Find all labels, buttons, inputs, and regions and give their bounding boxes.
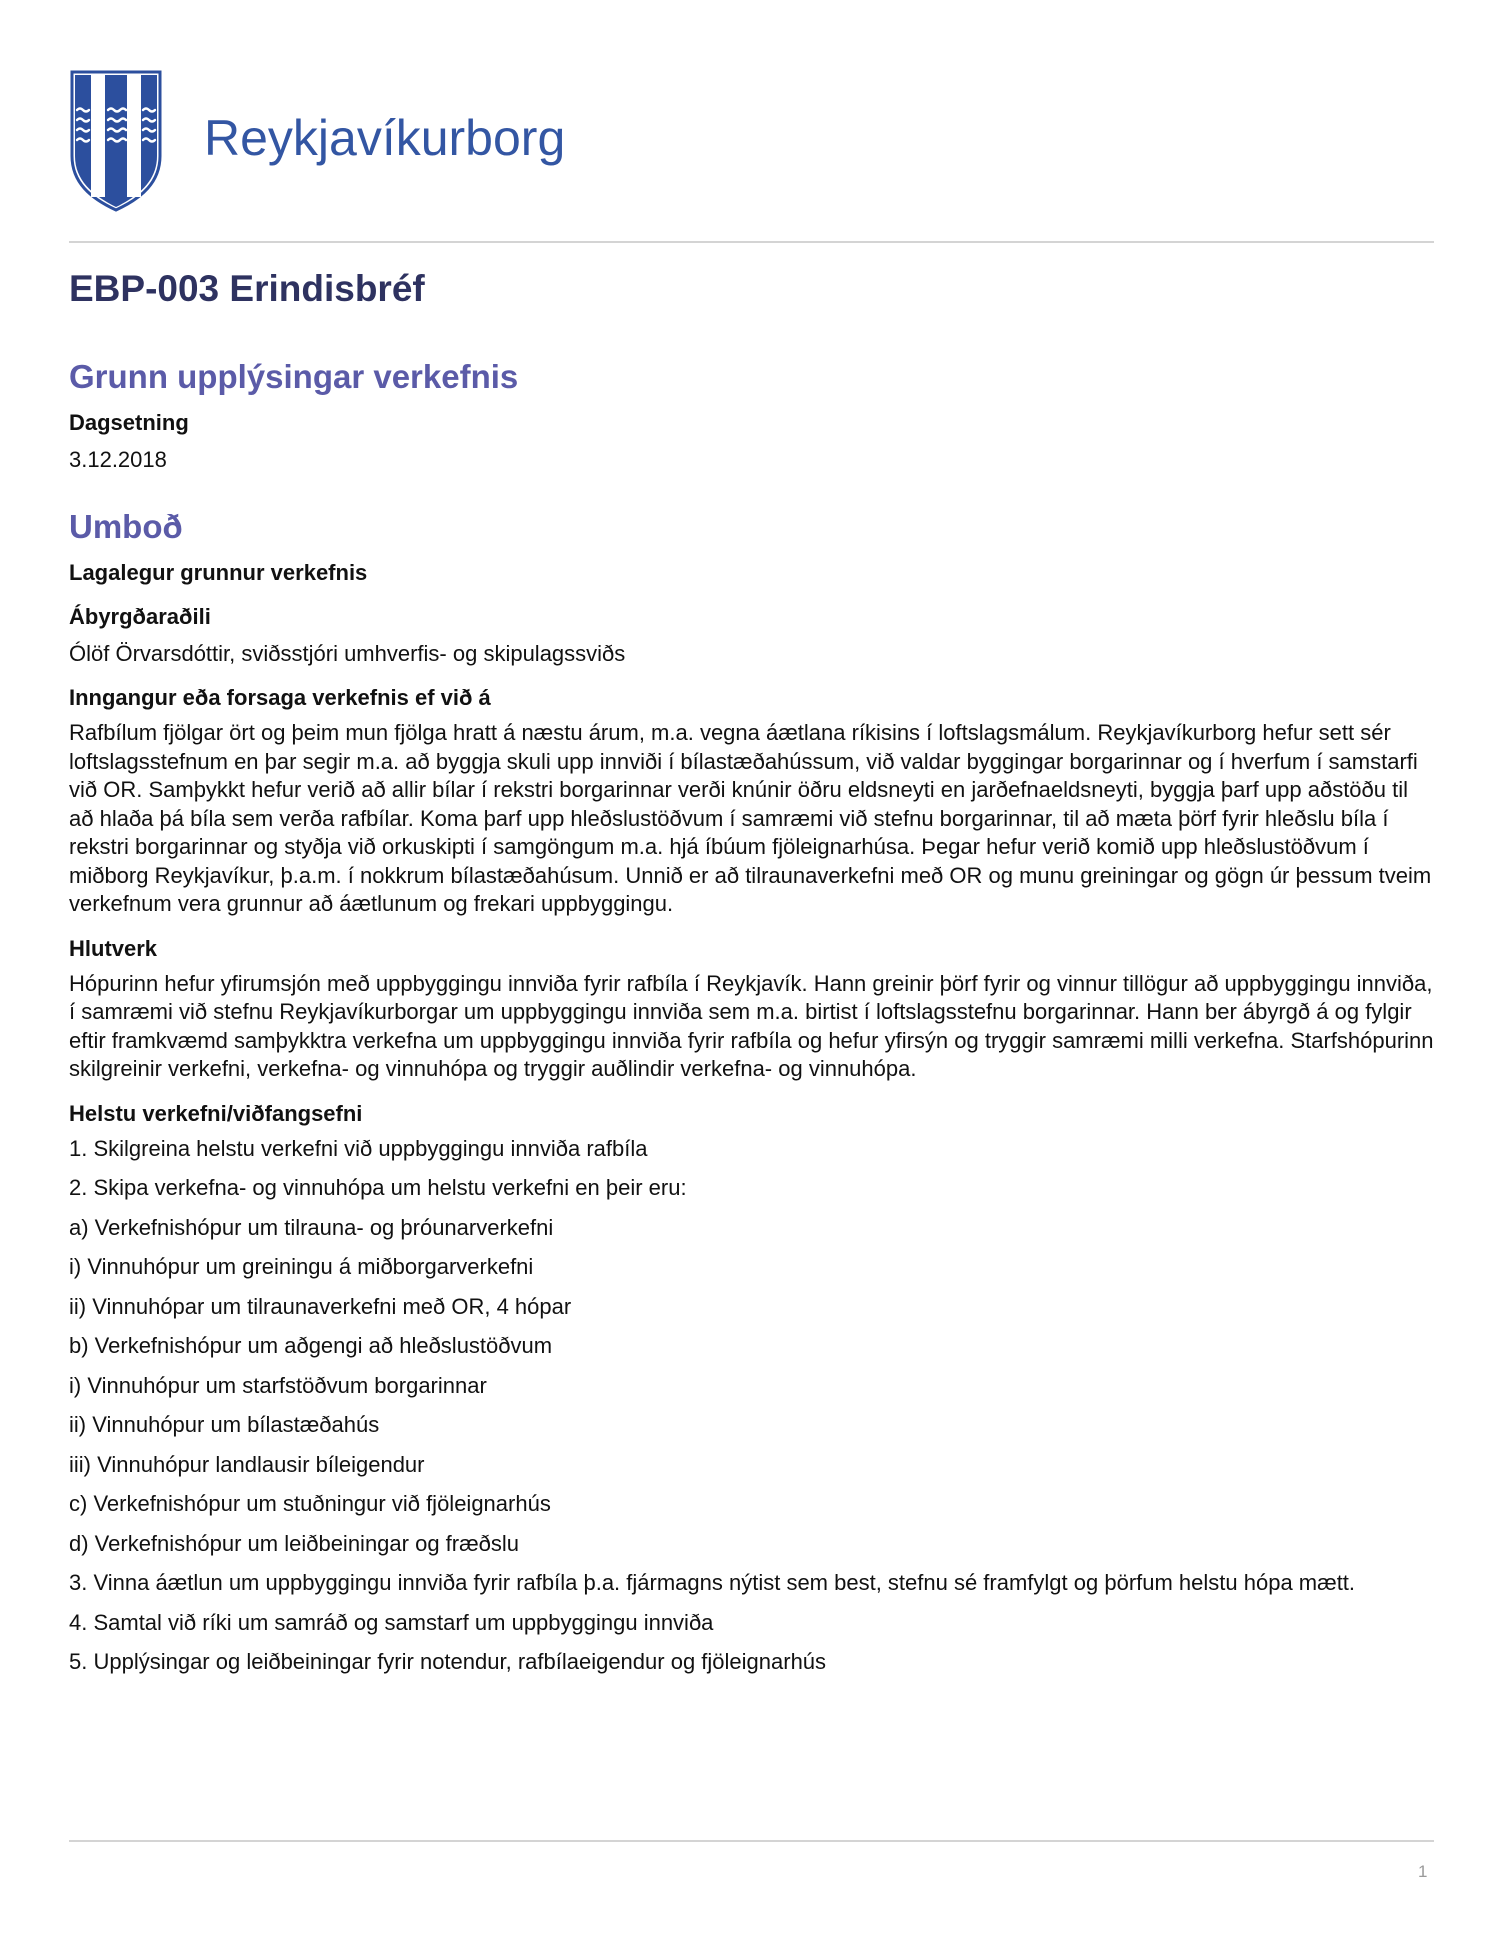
list-item: iii) Vinnuhópur landlausir bíleigendur (69, 1451, 425, 1477)
list-item: ii) Vinnuhópur um bílastæðahús (69, 1412, 380, 1437)
tasks-list (69, 1135, 1434, 1677)
intro-label: Inngangur eða forsaga verkefnis ef við á (69, 685, 491, 710)
role-text: Hópurinn hefur yfirumsjón með uppbyggingu innviða fyrir rafbíla í Reykjavík. Hann greinir þörf fyrir og vinnur tillögur að uppbyggingu innviða, í samræmi við stefnu Reykjavíkurborgar um uppbyggingu innviða sem m.a. birtist í loftslagsstefnu borgarinnar. Hann ber ábyrgð á og fylgir eftir framkvæmd samþykktra verkefna um uppbyggingu innviða fyrir rafbíla og hefur yfirsýn og tryggir samræmi milli verkefna. Starfshópurinn skilgreinir verkefni, verkefna- og vinnuhópa og tryggir auðlindir verkefna- og vinnuhópa. (69, 970, 1434, 1081)
legal-basis-label: Lagalegur grunnur verkefnis (69, 560, 368, 585)
section-title-mandate: Umboð (69, 508, 183, 545)
list-item: c) Verkefnishópur um stuðningur við fjöleignarhús (69, 1491, 551, 1516)
list-item: 2. Skipa verkefna- og vinnuhópa um helstu verkefni en þeir eru: (69, 1175, 687, 1200)
document-body (69, 268, 1434, 1688)
list-item: 3. Vinna áætlun um uppbyggingu innviða fyrir rafbíla þ.a. fjármagns nýtist sem best, stefnu sé framfylgt og þörfum helstu hópa mætt. (69, 1570, 1356, 1595)
header-logo (70, 70, 565, 212)
header-divider (69, 241, 1434, 243)
date-label: Dagsetning (69, 410, 189, 435)
intro-text: Rafbílum fjölgar ört og þeim mun fjölga hratt á næstu árum, m.a. vegna áætlana ríkisins í loftslagsmálum. Reykjavíkurborg hefur sett sér loftslagsstefnum en þar segir m.a. að byggja skuli upp innviði í bílastæðahússum, við valdar byggingar borgarinnar og í hverfum í samstarfi við OR. Samþykkt hefur verið að allir bílar í rekstri borgarinnar verði knúnir öðru eldsneyti en jarðefnaeldsneyti, byggja þarf upp aðstöðu til að hlaða þá bíla sem verða rafbílar. Koma þarf upp hleðslustöðvum í samræmi við stefnu borgarinnar, til að mæta þörf fyrir hleðslu bíla í rekstri borgarinnar og styðja við orkuskipti í samgöngum m.a. hjá íbúum fjöleignarhúsa. Þegar hefur verið komið upp hleðslustöðvum í miðborg Reykjavíkur, þ.a.m. í nokkrum bílastæðahúsum. Unnið er að tilraunaverkefni með OR og munu greiningar og gögn úr þessum tveim verkefnum vera grunnur að áætlunum og frekari uppbyggingu. (69, 720, 1432, 916)
page-number: 1 (1418, 1862, 1428, 1881)
list-item: b) Verkefnishópur um aðgengi að hleðslustöðvum (69, 1333, 553, 1358)
brand-name: Reykjavíkurborg (204, 110, 566, 166)
footer-divider (69, 1840, 1434, 1842)
list-item: a) Verkefnishópur um tilrauna- og þróunarverkefni (69, 1214, 554, 1240)
list-item: d) Verkefnishópur um leiðbeiningar og fræðslu (69, 1530, 520, 1556)
responsible-label: Ábyrgðaraðili (69, 604, 211, 629)
list-item: 4. Samtal við ríki um samráð og samstarf um uppbyggingu innviða (69, 1609, 714, 1635)
list-item: 1. Skilgreina helstu verkefni við uppbyggingu innviða rafbíla (69, 1135, 648, 1161)
section-title-basic-info: Grunn upplýsingar verkefnis (69, 358, 519, 395)
list-item: i) Vinnuhópur um starfstöðvum borgarinnar (69, 1372, 487, 1398)
role-label: Hlutverk (69, 935, 158, 961)
document-title: EBP-003 Erindisbréf (69, 268, 425, 309)
list-item: i) Vinnuhópur um greiningu á miðborgarverkefni (69, 1254, 534, 1279)
list-item: ii) Vinnuhópar um tilraunaverkefni með OR, 4 hópar (69, 1293, 572, 1319)
tasks-label: Helstu verkefni/viðfangsefni (69, 1100, 363, 1126)
responsible-value: Ólöf Örvarsdóttir, sviðsstjóri umhverfis- og skipulagssviðs (69, 641, 626, 666)
list-item: 5. Upplýsingar og leiðbeiningar fyrir notendur, rafbílaeigendur og fjöleignarhús (69, 1649, 827, 1674)
reykjavik-coat-of-arms-icon (70, 70, 162, 212)
date-value: 3.12.2018 (69, 447, 167, 472)
